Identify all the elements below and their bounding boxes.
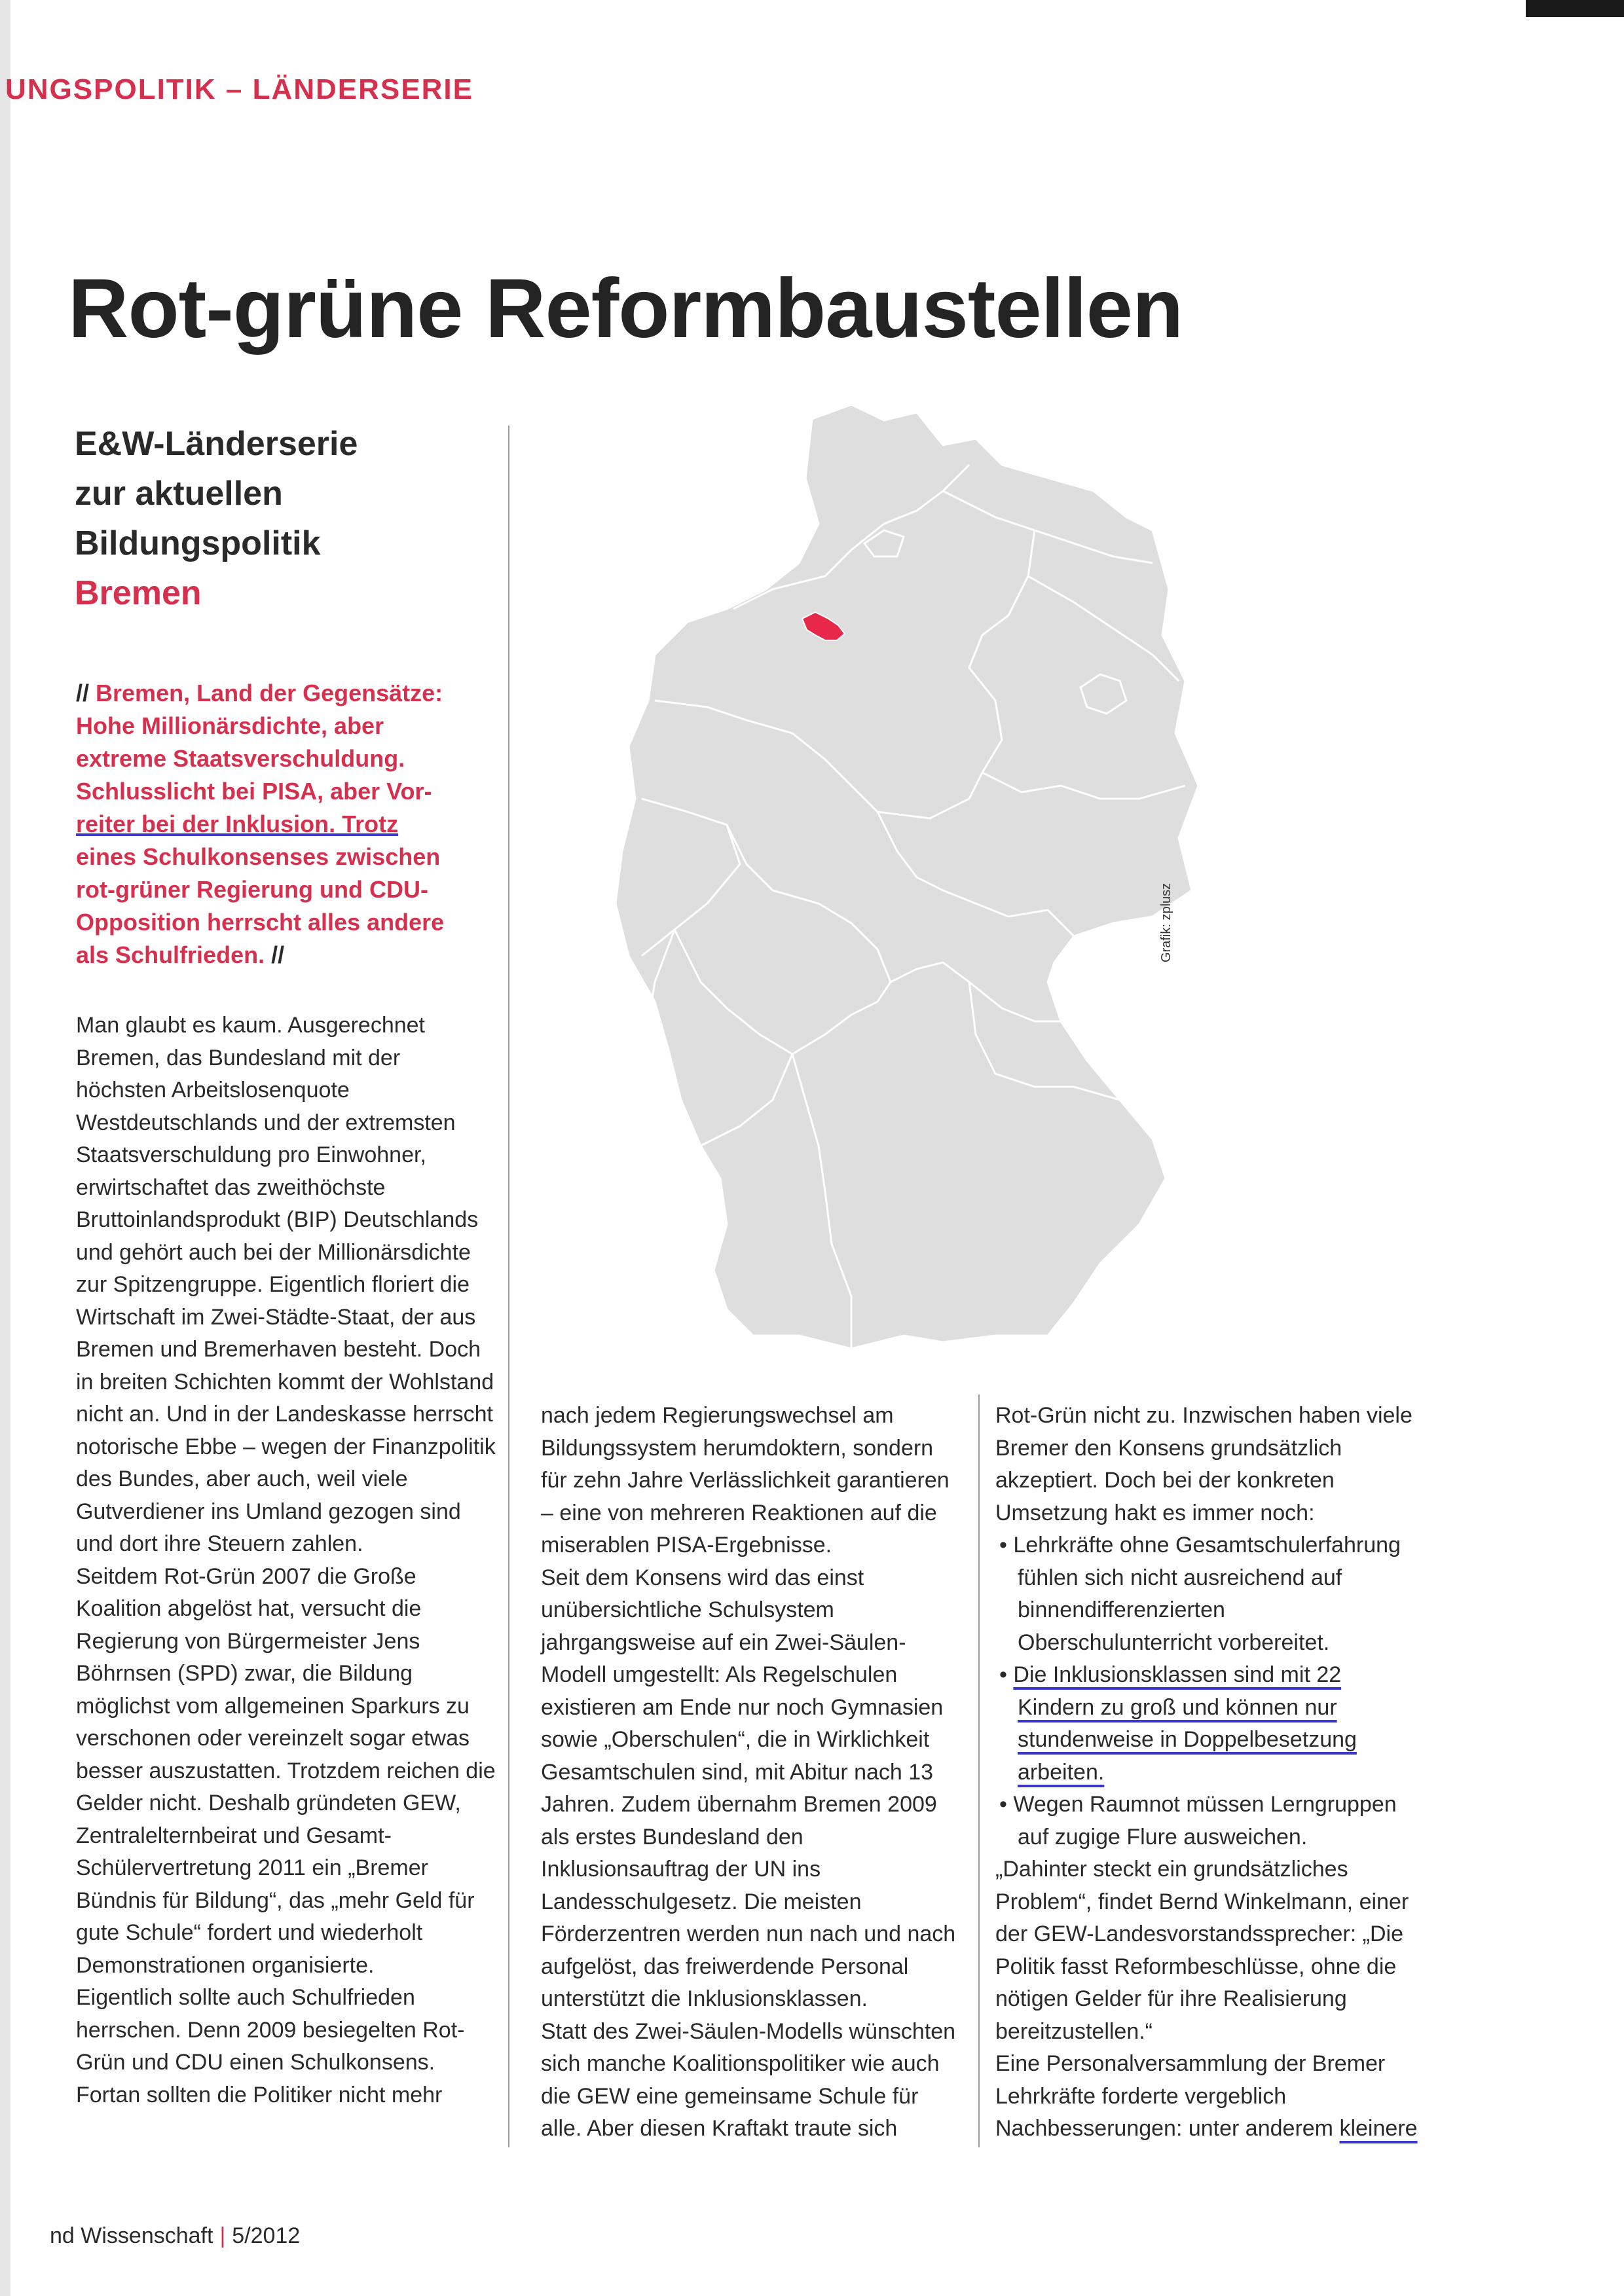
bullet-text: Wegen Raumnot müssen Lerngruppen auf zugige Flure ausweichen. [1013, 1792, 1397, 1850]
article-title: Rot-grüne Reformbaustellen [68, 262, 1183, 355]
article-subtitle [75, 419, 358, 618]
bullet-item [995, 1789, 1421, 1853]
germany-outline [616, 405, 1198, 1349]
paragraph: Rot-Grün nicht zu. Inzwischen haben viele Bremer den Konsens grundsätzlich akzeptiert. Doch bei der konkreten Umsetzung hakt es immer noch: [995, 1403, 1412, 1525]
lead-close-mark: // [271, 941, 285, 968]
lead-line: rot-grüner Regierung und CDU- [76, 876, 428, 903]
paragraph-text: Eine Personalversammlung der Bremer Lehrkräfte forderte vergeblich Nachbesserungen: unter anderem [995, 2051, 1386, 2141]
subtitle-region: Bremen [75, 574, 202, 612]
lead-line: extreme Staatsverschuldung. [76, 745, 405, 772]
lead-open-mark: // [76, 680, 90, 706]
article-column-1 [76, 1010, 496, 2111]
bullet-text: Lehrkräfte ohne Gesamtschulerfahrung fühlen sich nicht ausreichend auf binnendifferenzierten Oberschulunterricht vorbereitet. [1013, 1533, 1401, 1655]
paragraph: nach jedem Regierungswechsel am Bildungssystem herumdoktern, sondern für zehn Jahre Verlässlichkeit garantieren – eine von mehreren Reaktionen auf die miserablen PISA-Ergebnisse. [541, 1403, 950, 1558]
article-lead [76, 677, 495, 972]
scan-page-edge [0, 0, 10, 2296]
issue-number: 5/2012 [232, 2223, 301, 2248]
graphic-credit: Grafik: zplusz [1159, 883, 1173, 962]
subtitle-line: E&W-Länderserie [75, 425, 358, 463]
article-column-3 [995, 1400, 1421, 2145]
germany-map [576, 393, 1231, 1375]
lead-line: eines Schulkonsenses zwischen [76, 843, 441, 870]
bullet-text: Die Inklusionsklassen sind mit 22 Kindern zu groß und können nur stundenweise in Doppelbesetzung arbeiten. [1013, 1662, 1357, 1785]
bullet-item [995, 1529, 1421, 1659]
subtitle-line: Bildungspolitik [75, 524, 321, 562]
lead-line: reiter bei der Inklusion. Trotz [76, 811, 399, 837]
lead-line: Hohe Millionärsdichte, aber [76, 712, 384, 739]
publication-name: nd Wissenschaft [50, 2223, 213, 2248]
scan-corner-mark [1526, 0, 1624, 17]
page-footer [50, 2223, 300, 2249]
marked-word: kleinere [1339, 2116, 1418, 2141]
footer-separator: | [219, 2223, 226, 2248]
subtitle-line: zur aktuellen [75, 475, 283, 513]
section-kicker: UNGSPOLITIK – LÄNDERSERIE [5, 73, 473, 105]
column-rule [508, 426, 509, 2147]
bullet-marker: • [999, 1792, 1007, 1817]
bullet-item [995, 1659, 1421, 1789]
paragraph: „Dahinter steckt ein grundsätzliches Problem“, findet Bernd Winkelmann, einer der GEW-Landesvorstandssprecher: „Die Politik fasst Reformbeschlüsse, ohne die nötigen Gelder für ihre Realisierung bereitzustellen.“ [995, 1857, 1409, 2044]
lead-line: Opposition herrscht alles andere [76, 909, 445, 936]
bullet-marker: • [999, 1533, 1007, 1558]
paragraph: Statt des Zwei-Säulen-Modells wünschten sich manche Koalitionspolitiker wie auch die GEW eine gemeinsame Schule für alle. Aber diesen Kraftakt traute sich [541, 2018, 956, 2141]
paragraph: Seitdem Rot-Grün 2007 die Große Koalition abgelöst hat, versucht die Regierung von Bürgermeister Jens Böhrnsen (SPD) zwar, die Bildung möglichst vom allgemeinen Sparkurs zu verschonen oder vereinzelt sogar etwas besser auszustatten. Trotzdem reichen die Gelder nicht. Deshalb gründeten GEW, Zentralelternbeirat und Gesamt-Schülervertretung 2011 ein „Bremer Bündnis für Bildung“, das „mehr Geld für gute Schule“ fordert und wiederholt Demonstrationen organisierte. [76, 1563, 496, 1978]
article-column-2 [541, 1400, 965, 2145]
paragraph [995, 2048, 1421, 2145]
lead-line: als Schulfrieden. [76, 941, 265, 968]
column-rule [978, 1394, 980, 2147]
lead-line: Bremen, Land der Gegensätze: [96, 680, 443, 706]
paragraph: Seit dem Konsens wird das einst unübersichtliche Schulsystem jahrgangsweise auf ein Zwei-Säulen-Modell umgestellt: Als Regelschulen existieren am Ende nur noch Gymnasien sowie „Oberschulen“, die in Wirklichkeit Gesamtschulen sind, mit Abitur nach 13 Jahren. Zudem übernahm Bremen 2009 als erstes Bundesland den Inklusionsauftrag der UN ins Landesschulgesetz. Die meisten Förderzentren werden nun nach und nach aufgelöst, das freiwerdende Personal unterstützt die Inklusionsklassen. [541, 1565, 956, 2011]
bullet-marker: • [999, 1662, 1007, 1687]
lead-line: Schlusslicht bei PISA, aber Vor- [76, 778, 432, 805]
paragraph: Man glaubt es kaum. Ausgerechnet Bremen, das Bundesland mit der höchsten Arbeitslosenquote Westdeutschlands und der extremsten Staatsverschuldung pro Einwohner, erwirtschaftet das zweithöchste Bruttoinlandsprodukt (BIP) Deutschlands und gehört auch bei der Millionärsdichte zur Spitzengruppe. Eigentlich floriert die Wirtschaft im Zwei-Städte-Staat, der aus Bremen und Bremerhaven besteht. Doch in breiten Schichten kommt der Wohlstand nicht an. Und in der Landeskasse herrscht notorische Ebbe – wegen der Finanzpolitik des Bundes, aber auch, weil viele Gutverdiener ins Umland gezogen sind und dort ihre Steuern zahlen. [76, 1013, 496, 1556]
paragraph: Eigentlich sollte auch Schulfrieden herrschen. Denn 2009 besiegelten Rot-Grün und CDU einen Schulkonsens. Fortan sollten die Politiker nicht mehr [76, 1985, 465, 2107]
